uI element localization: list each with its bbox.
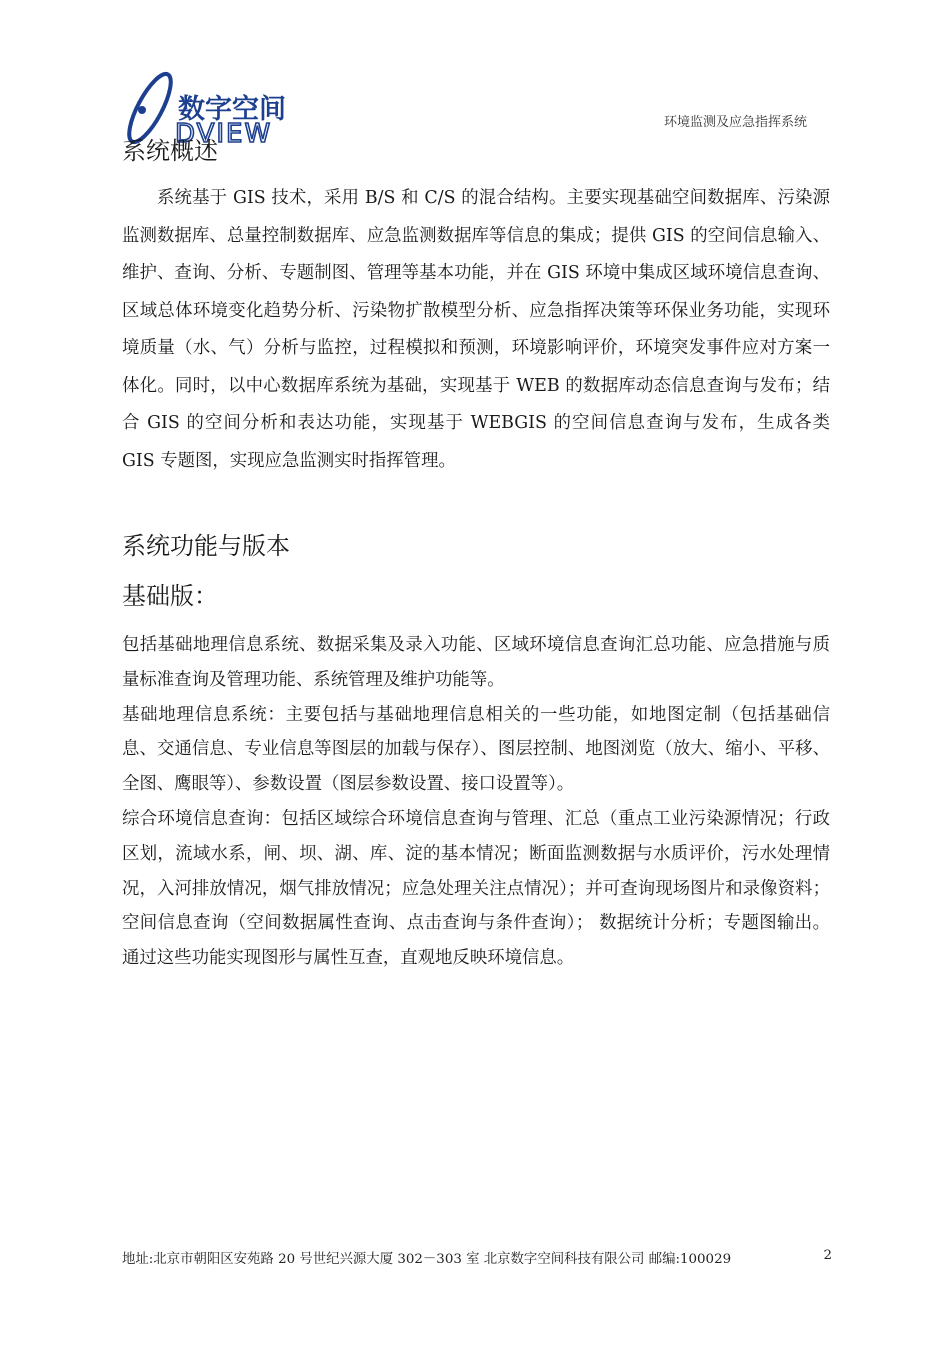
- subheading-basic-edition: 基础版：: [122, 582, 218, 610]
- overview-paragraph: [122, 180, 830, 480]
- overview-paragraph-text: 系统基于 GIS 技术，采用 B/S 和 C/S 的混合结构。主要实现基础空间数据库、污染源监测数据库、总量控制数据库、应急监测数据库等信息的集成；提供 GIS 的空间信息输入、维护、查询、分析、专题制图、管理等基本功能，并在 GIS 环境中集成区域环境信息查询、区域总体环境变化趋势分析、污染物扩散模型分析、应急指挥决策等环保业务功能，实现环境质量（水、气）分析与监控，过程模拟和预测，环境影响评价，环境突发事件应对方案一体化。同时，以中心数据库系统为基础，实现基于 WEB 的数据库动态信息查询与发布；结合 GIS 的空间分析和表达功能，实现基于 WEBGIS 的空间信息查询与发布，生成各类 GIS 专题图，实现应急监测实时指挥管理。: [122, 188, 830, 471]
- body-paragraph: 综合环境信息查询：包括区域综合环境信息查询与管理、汇总（重点工业污染源情况；行政区划，流域水系，闸、坝、湖、库、淀的基本情况；断面监测数据与水质评价，污水处理情况，入河排放情况，烟气排放情况；应急处理关注点情况）；并可查询现场图片和录像资料；空间信息查询（空间数据属性查询、点击查询与条件查询）； 数据统计分析；专题图输出。通过这些功能实现图形与属性互查，直观地反映环境信息。: [122, 808, 830, 969]
- footer-address: 地址:北京市朝阳区安苑路 20 号世纪兴源大厦 302－303 室 北京数字空间科技有限公司 邮编:100029: [122, 1252, 732, 1267]
- body-paragraph: 包括基础地理信息系统、数据采集及录入功能、区域环境信息查询汇总功能、应急措施与质量标准查询及管理功能、系统管理及维护功能等。: [122, 635, 830, 690]
- logo-cn-text: 数字空间: [178, 94, 286, 125]
- section-heading-overview: 系统概述: [122, 137, 218, 165]
- basic-edition-body: [122, 628, 830, 976]
- body-paragraph: 基础地理信息系统：主要包括与基础地理信息相关的一些功能，如地图定制（包括基础信息、交通信息、专业信息等图层的加载与保存）、图层控制、地图浏览（放大、缩小、平移、全图、鹰眼等）、参数设置（图层参数设置、接口设置等）。: [122, 704, 830, 795]
- page-number: 2: [823, 1248, 832, 1263]
- header-title: 环境监测及应急指挥系统: [664, 115, 808, 130]
- logo-en-text: DVIEW: [175, 119, 273, 148]
- section-heading-features: 系统功能与版本: [122, 532, 290, 560]
